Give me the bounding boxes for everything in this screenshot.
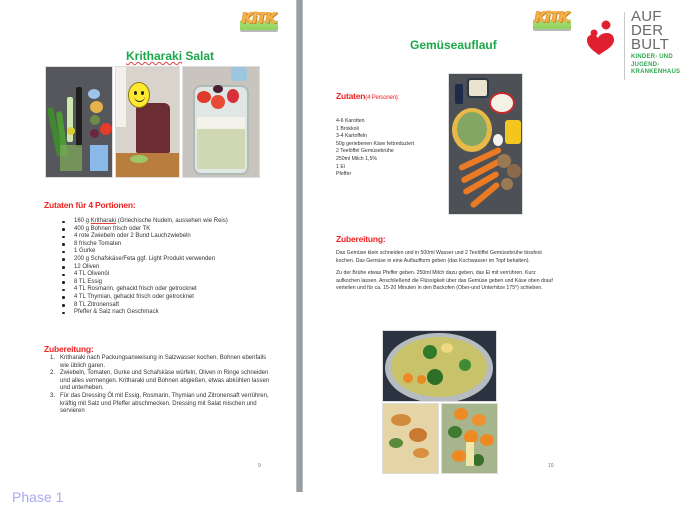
- step-item: 3. Für das Dressing Öl mit Essig, Rosmarin, Thymian und Zitronensaft verrühren, kräftig mit Salz und Pfeffer abschmecken. Dressing mit Salat mischen und servieren: [50, 392, 269, 415]
- kitk-logo: KiTK: [533, 8, 571, 31]
- ingredient-item: 50g geriebenen Käse fettreduziert: [336, 140, 415, 147]
- preparation-steps: [50, 355, 275, 416]
- preparation-heading: Zubereitung:: [336, 234, 386, 244]
- smiley-face-icon: [128, 82, 150, 108]
- cooked-vegetables-photo: [441, 403, 498, 474]
- ingredients-heading: Zutaten für 4 Portionen:: [44, 200, 136, 210]
- auf-der-bult-logo: AUF DER BULT KINDER- UND JUGEND- KRANKENHAUS: [584, 8, 700, 86]
- pot-photo: [382, 330, 497, 402]
- page-divider: [296, 0, 303, 492]
- salad-jar-photo: [182, 66, 260, 178]
- phase-label: Phase 1: [12, 489, 64, 505]
- recipe-title: Gemüseauflauf: [410, 38, 497, 52]
- recipe-title: Kritharaki Salat: [126, 49, 215, 63]
- ingredient-item: 1 Gurke: [74, 248, 228, 256]
- ingredients-list: [74, 218, 228, 317]
- ingredient-item: 200 g Schafskäse/Feta ggf. Light Produkt verwenden: [74, 256, 228, 264]
- ingredient-item: Pfeffer: [336, 171, 352, 178]
- preparation-paragraph: Zu der Brühe etwas Pfeffer geben. 250ml Milch dazu geben, das Ei mit verrühren. Kurz aufkochen lassen. Anschließend die Flüssigkeit über das Gemüse geben und Käse oben drauf verteilen und für ca. 15-20 Minuten in den Backofen (Ober-und Unterhitze 175°) schieben.: [336, 270, 553, 292]
- logo-separator: [624, 12, 625, 80]
- ingredients-heading: Zutaten(4 Personen):: [336, 91, 400, 101]
- cooking-photo: [115, 66, 180, 178]
- ingredient-item: 4-6 Karotten: [336, 118, 365, 124]
- ingredient-item: 3-4 Kartoffeln: [336, 133, 368, 140]
- page-number: 10: [548, 463, 554, 469]
- ingredient-item: 12 Oliven: [74, 264, 228, 272]
- ingredient-item: Pfeffer & Salz nach Geschmack: [74, 309, 228, 317]
- preparation-heading: Zubereitung:: [44, 344, 94, 354]
- kitk-logo: KiTK: [240, 9, 278, 32]
- ingredient-item: 2 Teelöffel Gemüsebrühe: [336, 148, 394, 155]
- page-number: 9: [258, 463, 261, 469]
- vegetables-photo: [448, 73, 523, 215]
- preparation-paragraph: Das Gemüse klein schneiden und in 500ml Wasser und 2 Teelöffel Gemüsebrühe bissfest kochen. Das Gemüse in eine Auflaufform geben (das Kochwasser im Topf behalten).: [336, 250, 542, 264]
- logo-subtitle: KINDER- UND JUGEND- KRANKENHAUS: [631, 54, 681, 75]
- ingredient-item: 1 Brokkoli: [336, 125, 359, 132]
- ingredient-item: 8 frische Tomaten: [74, 241, 228, 249]
- preparation-text: [336, 250, 554, 298]
- ingredient-item: 250ml Milch 1,5%: [336, 155, 377, 162]
- ingredient-item: 4 TL Rosmarin, gehackt frisch oder getrocknet: [74, 286, 228, 294]
- ingredient-item: 4 rote Zwiebeln oder 2 Bund Lauchzwiebeln: [74, 233, 228, 241]
- step-item: 1. Kritharaki nach Packungsanweisung in Salzwasser kochen. Bohnen ebenfalls wie üblich garen.: [50, 355, 267, 369]
- ingredients-list: [336, 118, 414, 179]
- ingredients-photo: [45, 66, 113, 178]
- ingredient-item: 1 Ei: [336, 163, 345, 170]
- ingredient-item: 8 TL Zitronensaft: [74, 302, 228, 310]
- step-item: 2. Zwiebeln, Tomaten, Gurke und Schafskäse würfeln, Oliven in Ringe schneiden und alles vermengen. Kritharaki und Bohnen abgießen, etwas abkühlen lassen und unterheben.: [50, 370, 270, 392]
- ingredient-item: 4 TL Thymian, gehackt frisch oder getrocknet: [74, 294, 228, 302]
- recipe-page-kritharaki-salat: [0, 0, 296, 492]
- ingredient-item: 4 TL Olivenöl: [74, 271, 228, 279]
- heart-family-icon: [584, 20, 618, 56]
- baked-casserole-photo: [382, 403, 439, 474]
- ingredient-item: 8 TL Essig: [74, 279, 228, 287]
- ingredient-item: 160 g Kritharaki (Griechische Nudeln, aussehen wie Reis): [74, 218, 228, 224]
- ingredient-item: 400 g Bohnen frisch oder TK: [74, 226, 228, 234]
